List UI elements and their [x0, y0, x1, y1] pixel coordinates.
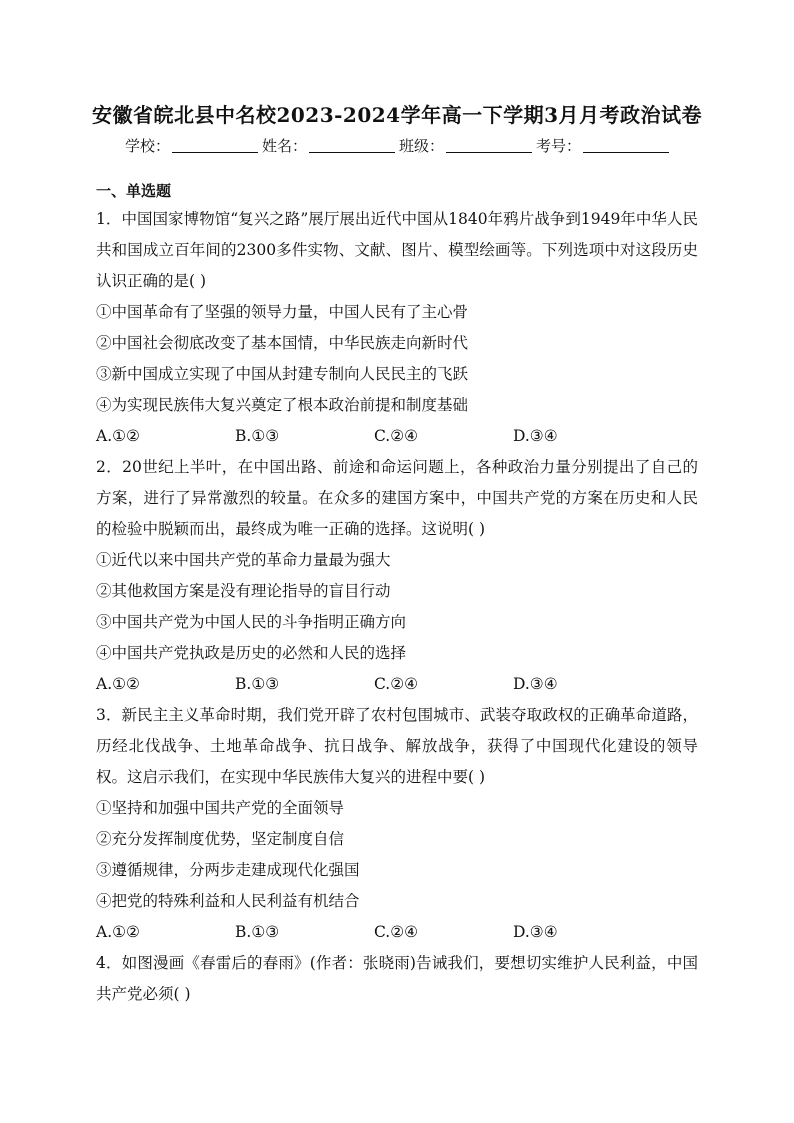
question-stem: 4．如图漫画《春雷后的春雨》(作者：张晓雨)告诫我们，要想切实维护人民利益，中国共产党必须( ) — [96, 954, 698, 1003]
question-stem: 3．新民主主义革命时期，我们党开辟了农村包围城市、武装夺取政权的正确革命道路，历经北伐战争、土地革命战争、抗日战争、解放战争，获得了中国现代化建设的领导权。这启示我们，在实现中华民族伟大复兴的进程中要( ) — [96, 706, 698, 786]
option-b[interactable]: B.①③ — [235, 427, 280, 445]
answer-options — [96, 669, 698, 700]
option-a[interactable]: A.①② — [96, 675, 140, 693]
statement-item: ③中国共产党为中国人民的斗争指明正确方向 — [96, 613, 407, 631]
option-b[interactable]: B.①③ — [235, 675, 280, 693]
option-c[interactable]: C.②④ — [374, 923, 419, 941]
number-label: 考号： — [536, 137, 582, 155]
statement-item: ④把党的特殊利益和人民利益有机结合 — [96, 892, 360, 910]
question-stem: 2．20世纪上半叶，在中国出路、前途和命运问题上，各种政治力量分别提出了自己的方案，进行了异常激烈的较量。在众多的建国方案中，中国共产党的方案在历史和人民的检验中脱颖而出，最终成为唯一正确的选择。这说明( ) — [96, 458, 698, 538]
name-label: 姓名： — [261, 137, 307, 155]
number-field — [536, 133, 669, 159]
option-a[interactable]: A.①② — [96, 427, 140, 445]
exam-content — [96, 178, 698, 1010]
question-3 — [96, 700, 698, 948]
school-label: 学校： — [124, 137, 170, 155]
option-d[interactable]: D.③④ — [513, 675, 558, 693]
question-1 — [96, 204, 698, 452]
statement-item: ③新中国成立实现了中国从封建专制向人民民主的飞跃 — [96, 365, 469, 383]
option-d[interactable]: D.③④ — [513, 427, 558, 445]
school-blank[interactable] — [172, 136, 258, 153]
statement-item: ④为实现民族伟大复兴奠定了根本政治前提和制度基础 — [96, 396, 469, 414]
class-field — [399, 133, 532, 159]
answer-options — [96, 421, 698, 452]
statement-item: ②其他救国方案是没有理论指导的盲目行动 — [96, 582, 391, 600]
question-4 — [96, 948, 698, 1010]
statement-item: ①近代以来中国共产党的革命力量最为强大 — [96, 551, 391, 569]
question-stem: 1．中国国家博物馆“复兴之路”展厅展出近代中国从1840年鸦片战争到1949年中华人民共和国成立百年间的2300多件实物、文献、图片、模型绘画等。下列选项中对这段历史认识正确的是( ) — [96, 210, 698, 290]
student-info-line — [0, 133, 794, 159]
statement-item: ②中国社会彻底改变了基本国情，中华民族走向新时代 — [96, 334, 469, 352]
statement-item: ③遵循规律，分两步走建成现代化强国 — [96, 861, 360, 879]
school-field — [125, 133, 258, 159]
statement-item: ④中国共产党执政是历史的必然和人民的选择 — [96, 644, 407, 662]
option-c[interactable]: C.②④ — [374, 427, 419, 445]
option-b[interactable]: B.①③ — [235, 923, 280, 941]
statement-item: ①坚持和加强中国共产党的全面领导 — [96, 799, 345, 817]
class-label: 班级： — [399, 137, 445, 155]
name-blank[interactable] — [309, 136, 395, 153]
section-title: 一、单选题 — [96, 182, 172, 200]
question-2 — [96, 452, 698, 700]
class-blank[interactable] — [446, 136, 532, 153]
answer-options — [96, 917, 698, 948]
option-c[interactable]: C.②④ — [374, 675, 419, 693]
option-a[interactable]: A.①② — [96, 923, 140, 941]
statement-item: ②充分发挥制度优势，坚定制度自信 — [96, 830, 345, 848]
exam-title: 安徽省皖北县中名校2023-2024学年高一下学期3月月考政治试卷 — [91, 103, 703, 127]
option-d[interactable]: D.③④ — [513, 923, 558, 941]
name-field — [262, 133, 395, 159]
statement-item: ①中国革命有了坚强的领导力量，中国人民有了主心骨 — [96, 303, 469, 321]
number-blank[interactable] — [583, 136, 669, 153]
